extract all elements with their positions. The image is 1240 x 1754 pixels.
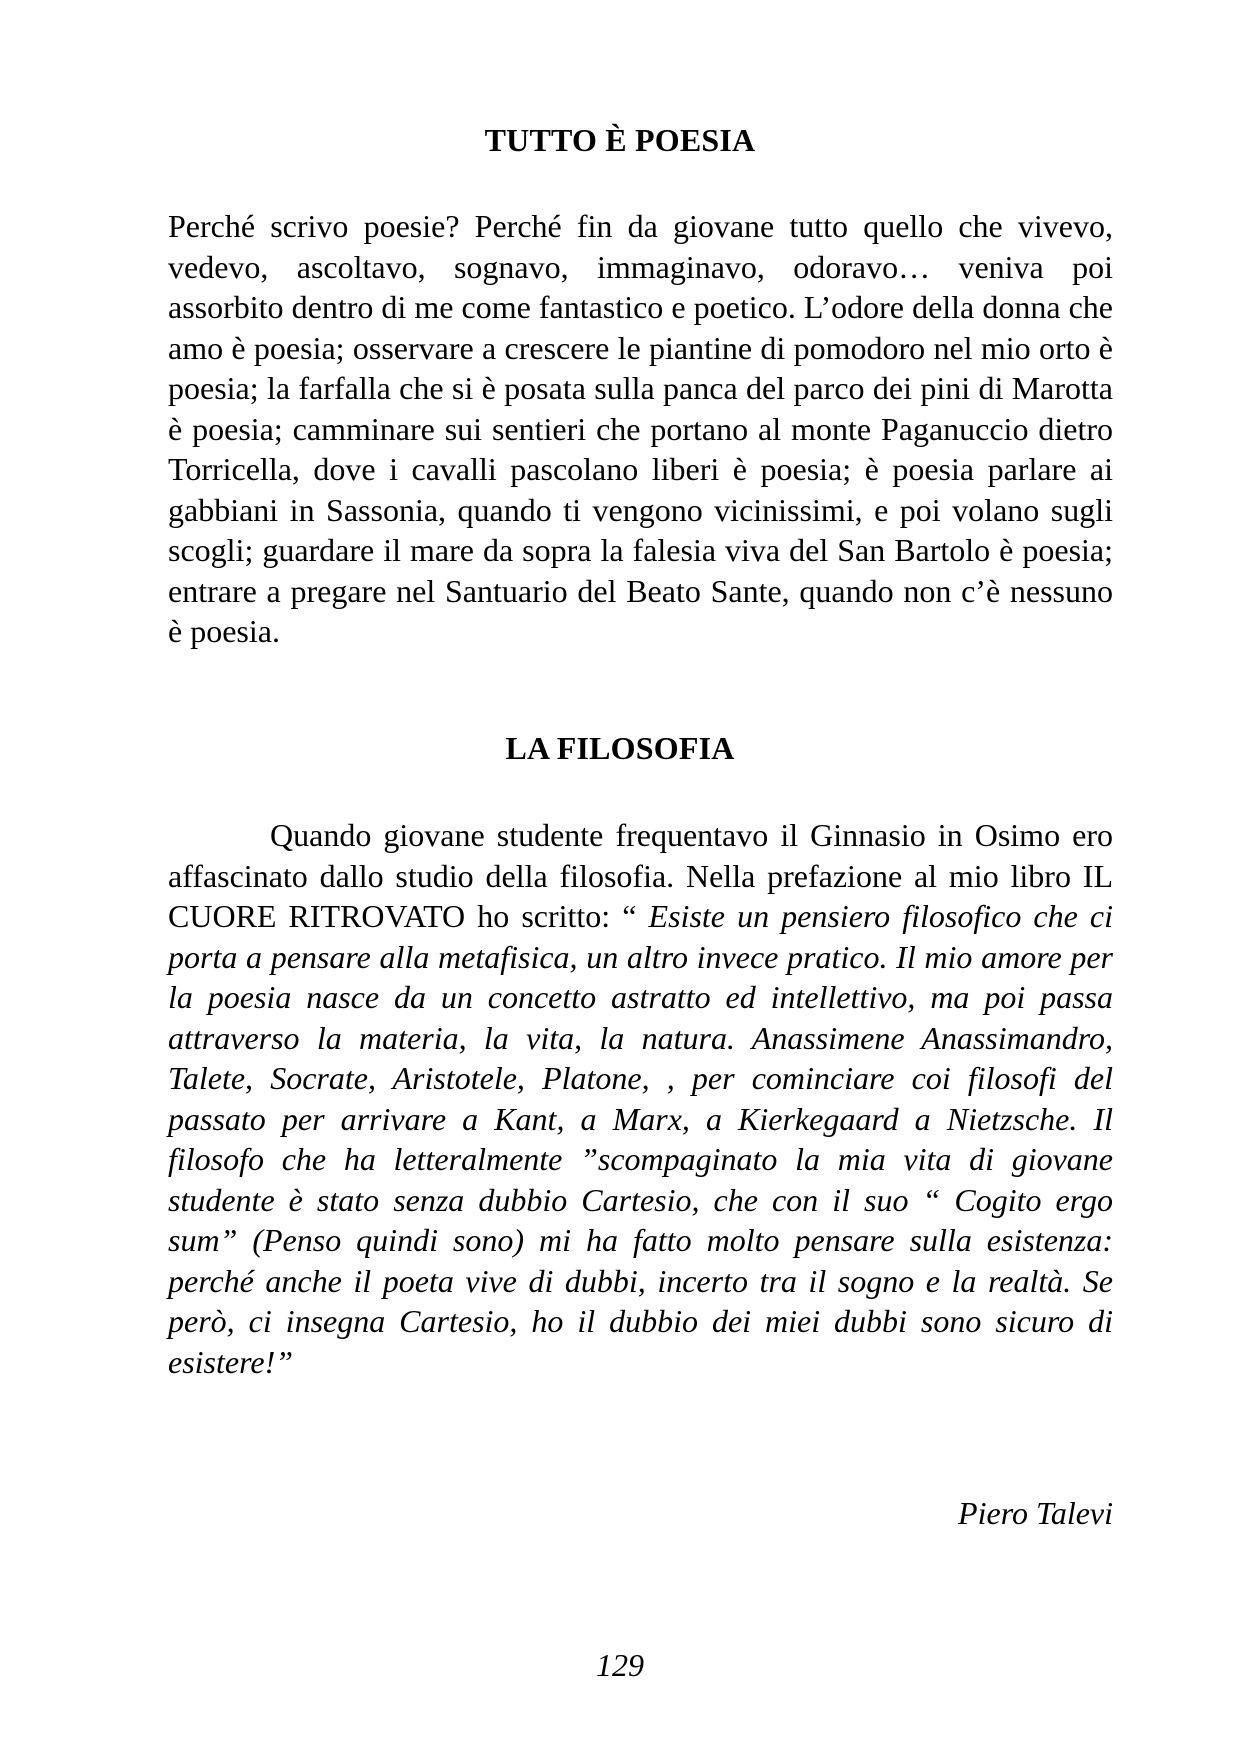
quoted-preface-text: Esiste un pensiero filosofico che ci porta a pensare alla metafisica, un altro invece pratico. Il mio amore per la poesia nasce da un concetto astratto ed intellettivo, ma poi passa attraverso la materia, la vita, la natura. Anassimene Anassimandro, Talete, Socrate, Aristotele, Platone, , per cominciare coi filosofi del passato per arrivare a Kant, a Marx, a Kierkegaard a Nietzsche. Il filosofo che ha letteralmente ”scompaginato la mia vita di giovane studente è stato senza dubbio Cartesio, che con il suo “ Cogito ergo sum” (Penso quindi sono) mi ha fatto molto pensare sulla esistenza: perché anche il poeta vive di dubbi, incerto tra il sogno e la realtà. Se però, ci insegna Cartesio, ho il dubbio dei miei dubbi sono sicuro di esistere!”: [168, 898, 1113, 1380]
section-heading-tutto-e-poesia: TUTTO È POESIA: [484, 122, 756, 158]
paragraph-la-filosofia: [168, 815, 1113, 1382]
paragraph-tutto-e-poesia: Perché scrivo poesie? Perché fin da giovane tutto quello che vivevo, vedevo, ascoltavo, sognavo, immaginavo, odoravo… veniva poi assorbito dentro di me come fantastico e poetico. L’odore della donna che amo è poesia; osservare a crescere le piantine di pomodoro nel mio orto è poesia; la farfalla che si è posata sulla panca del parco dei pini di Marotta è poesia; camminare sui sentieri che portano al monte Paganuccio dietro Torricella, dove i cavalli pascolano liberi è poesia; è poesia parlare ai gabbiani in Sassonia, quando ti vengono vicinissimi, e poi volano sugli scogli; guardare il mare da sopra la falesia viva del San Bartolo è poesia; entrare a pregare nel Santuario del Beato Sante, quando non c’è nessuno è poesia.: [168, 208, 1113, 649]
paragraph-intro-text: Quando giovane studente frequentavo il Ginnasio in Osimo ero affascinato dallo studio della filosofia. Nella prefazione al mio libro IL CUORE RITROVATO ho scritto: “: [168, 817, 1113, 934]
section-heading-la-filosofia: LA FILOSOFIA: [505, 730, 735, 766]
author-signature: Piero Talevi: [958, 1495, 1113, 1531]
page-number: 129: [596, 1647, 644, 1683]
